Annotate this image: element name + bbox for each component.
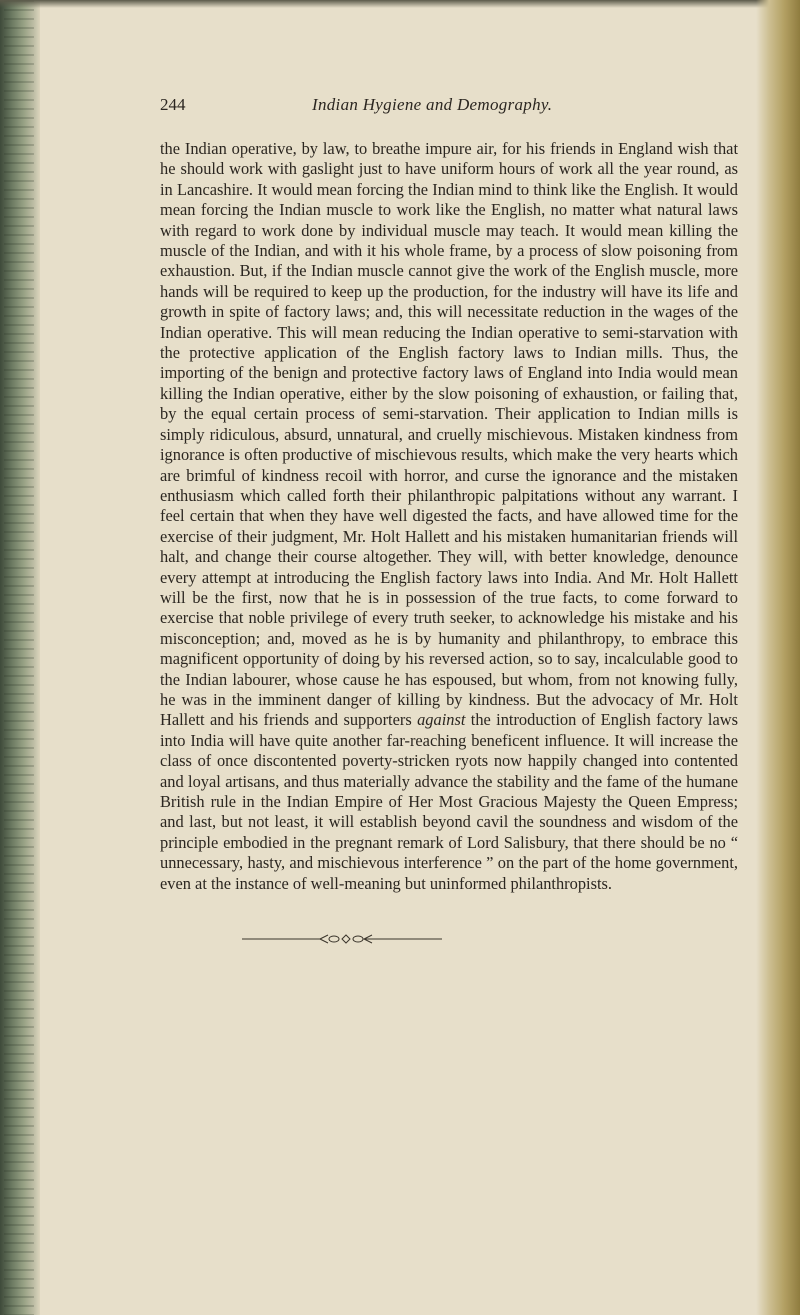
page-top-edge (0, 0, 800, 8)
running-head (160, 95, 738, 121)
book-page (160, 95, 738, 951)
decorative-rule-icon (242, 932, 442, 946)
binding-texture (4, 0, 34, 1315)
running-title: Indian Hygiene and Demography. (312, 95, 553, 114)
book-binding-edge (0, 0, 40, 1315)
page-number: 244 (160, 95, 186, 114)
body-text-part-2: the introduction of English factory laws into India will have quite another far-reaching beneficent influence. It will increase the class of once discontented poverty-stricken ryots now happily changed into contented and loyal artisans, and thus materially advance the stability and the fame of the humane British rule in the Indian Empire of Her Most Gracious Majesty the Queen Empress; and last, but not least, it will establish beyond cavil the soundness and wisdom of the principle embodied in the pregnant remark of Lord Salisbury, that there should be no “ unnecessary, hasty, and mischievous interference ” on the part of the home government, even at the instance of well-meaning but uninformed philanthropists. (160, 710, 738, 893)
body-text-part-1: the Indian operative, by law, to breathe impure air, for his friends in England wish that he should work with gaslight just to have uniform hours of work all the year round, as in Lancashire. It would mean forcing the Indian mind to think like the English. It would mean forcing the Indian muscle to work like the English, no matter what natural laws with regard to work done by individual muscle may teach. It would mean killing the muscle of the Indian, and with it his whole frame, by a process of slow poisoning from exhaustion. But, if the Indian muscle cannot give the work of the English muscle, more hands will be required to keep up the production, for the industry will have its life and growth in spite of factory laws; and, this will necessitate reduction in the wages of the Indian operative. This will mean reducing the Indian operative to semi-starvation with the protective application of the English factory laws to Indian mills. Thus, the importing of the benign and protective factory laws of England into India would mean killing the Indian operative, either by the slow poisoning of exhaustion, or failing that, by the equal certain process of semi-starvation. Their application to Indian mills is simply ridiculous, absurd, unnatural, and cruelly mischievous. Mistaken kindness from ignorance is often productive of mischievous results, which make the very hearts which are brimful of kindness recoil with horror, and curse the ignorance and the mistaken enthusiasm which called forth their philanthropic palpitations without any warrant. I feel certain that when they have well digested the facts, and have allowed time for the exercise of their judgment, Mr. Holt Hallett and his mistaken humanitarian friends will halt, and change their course altogether. They will, with better knowledge, denounce every attempt at introducing the English factory laws into India. And Mr. Holt Hallett will be the first, now that he is in possession of the true facts, to come forward to exercise that noble privilege of every truth seeker, to acknowledge his mistake and his misconception; and, moved as he is by humanity and philanthropy, to embrace this magnificent opportunity of doing by his reversed action, so to say, incalculable good to the Indian labourer, whose cause he has espoused, but whom, from not knowing fully, he was in the imminent danger of killing by kindness. But the advocacy of Mr. Holt Hallett and his friends and supporters (160, 139, 738, 730)
page-right-edge (756, 0, 800, 1315)
body-text-emphasis: against (417, 710, 466, 730)
body-paragraph (160, 139, 738, 894)
